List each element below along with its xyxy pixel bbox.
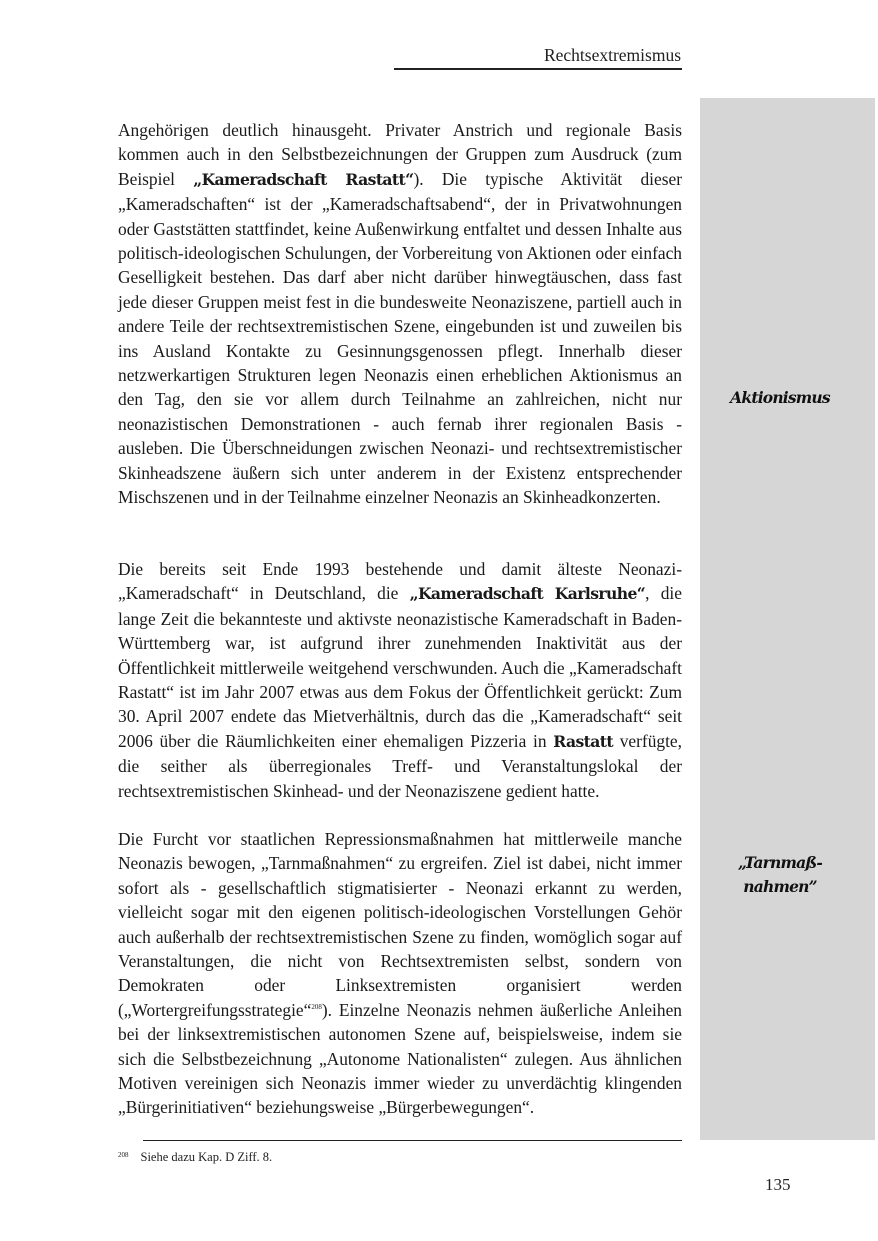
paragraph-text: Die bereits seit Ende 1993 bestehende und damit älteste Neonazi-„Kameradschaft“ in Deutschland, die [118,559,682,604]
margin-note-text-line1: „Tarnmaß- [738,853,822,872]
paragraph-text: Angehörigen deutlich hinausgeht. Privater Anstrich und regionale Basis kommen auch in den Selbstbezeichnungen der Gruppen zum Ausdruck (zum Beispiel [118,120,682,189]
header-rule [394,68,682,70]
margin-note-aktionismus [700,386,860,410]
margin-note-text: Aktionismus [730,388,830,407]
margin-note-tarnmassnahmen [700,851,860,899]
paragraph-1 [118,118,682,510]
margin-sidebar [700,98,875,1140]
paragraph-text: , die lange Zeit die bekannteste und aktivste neonazistische Kameradschaft in Baden-Württemberg war, ist aufgrund ihrer zunehmenden Inaktivität aus der Öffentlichkeit mittlerweile weitgehend verschwunden. Auch die „Kameradschaft Rastatt“ ist im Jahr 2007 etwas aus dem Fokus der Öffentlichkeit gerückt: Zum 30. April 2007 endete das Mietverhältnis, durch das die „Kameradschaft“ seit 2006 über die Räumlichkeiten einer ehemaligen Pizzeria in [118,583,682,751]
page-number: 135 [765,1175,791,1194]
footnote-rule [143,1140,682,1141]
highlight-rastatt: Rastatt [553,731,613,751]
paragraph-3 [118,827,682,1120]
footnote-number: 208 [118,1151,129,1159]
paragraph-text: verfügte, die seither als überregionales Treff- und Veranstaltungslokal der rechtsextremistischen Skinhead- und der Neonaziszene gedient hatte. [118,730,682,801]
margin-note-text-line2: nahmen” [743,877,817,896]
paragraph-text: ). Einzelne Neonazis nehmen äußerliche Anleihen bei der linksextremistischen autonomen Szene auf, beispielsweise, indem sie sich die Selbstbezeichnung „Autonome Nationalisten“ zulegen. Aus ähnlichen Motiven vereinigen sich Neonazis immer wieder zu unverdächtig klingenden „Bürgerinitiativen“ beziehungsweise „Bürgerbewegungen“. [118,999,682,1118]
footnote [118,1150,272,1165]
footnote-text: Siehe dazu Kap. D Ziff. 8. [140,1150,273,1164]
highlight-kameradschaft-rastatt: „Kameradschaft Rastatt“ [193,169,414,189]
paragraph-text: ). Die typische Aktivität dieser „Kameradschaften“ ist der „Kameradschaftsabend“, der in Privatwohnungen oder Gaststätten stattfindet, keine Außenwirkung entfaltet und dessen Inhalte aus politisch-ideologischen Schulungen, der Vorbereitung von Aktionen oder einfach Geselligkeit bestehen. Das darf aber nicht darüber hinwegtäuschen, dass fast jede dieser Gruppen meist fest in die bundesweite Neonaziszene, partiell auch in andere Teile der rechtsextremistischen Szene, eingebunden ist und zuweilen bis ins Ausland Kontakte zu Gesinnungsgenossen pflegt. Innerhalb dieser netzwerkartigen Strukturen legen Neonazis einen erheblichen Aktionismus an den Tag, den sie vor allem durch Teilnahme an zahlreichen, nicht nur neonazistischen Demonstrationen - auch fernab ihrer regionalen Basis - ausleben. Die Überschneidungen zwischen Neonazi- und rechtsextremistischer Skinheadszene äußern sich unter anderem in der Existenz entsprechender Mischszenen und in der Teilnahme einzelner Neonazis an Skinheadkonzerten. [118,168,682,508]
highlight-kameradschaft-karlsruhe: „Kameradschaft Karlsruhe“ [409,584,646,604]
footnote-reference[interactable]: 208 [311,1002,322,1011]
running-header: Rechtsextremismus [543,45,681,65]
paragraph-text: Die Furcht vor staatlichen Repressionsmaßnahmen hat mittlerweile manche Neonazis bewogen, „Tarnmaßnahmen“ zu ergreifen. Ziel ist dabei, nicht immer sofort als - gesellschaftlich stigmatisierter - Neonazi erkannt zu werden, vielleicht sogar mit den eigenen politisch-ideologischen Vorstellungen Gehör auch außerhalb der rechtsextremistischen Szene zu finden, womöglich sogar auf Veranstaltungen, die nicht von Rechtsextremisten selbst, sondern von Demokraten oder Linksextremisten organisiert werden („Wortergreifungsstrategie“ [118,829,682,1020]
paragraph-2 [118,557,682,803]
